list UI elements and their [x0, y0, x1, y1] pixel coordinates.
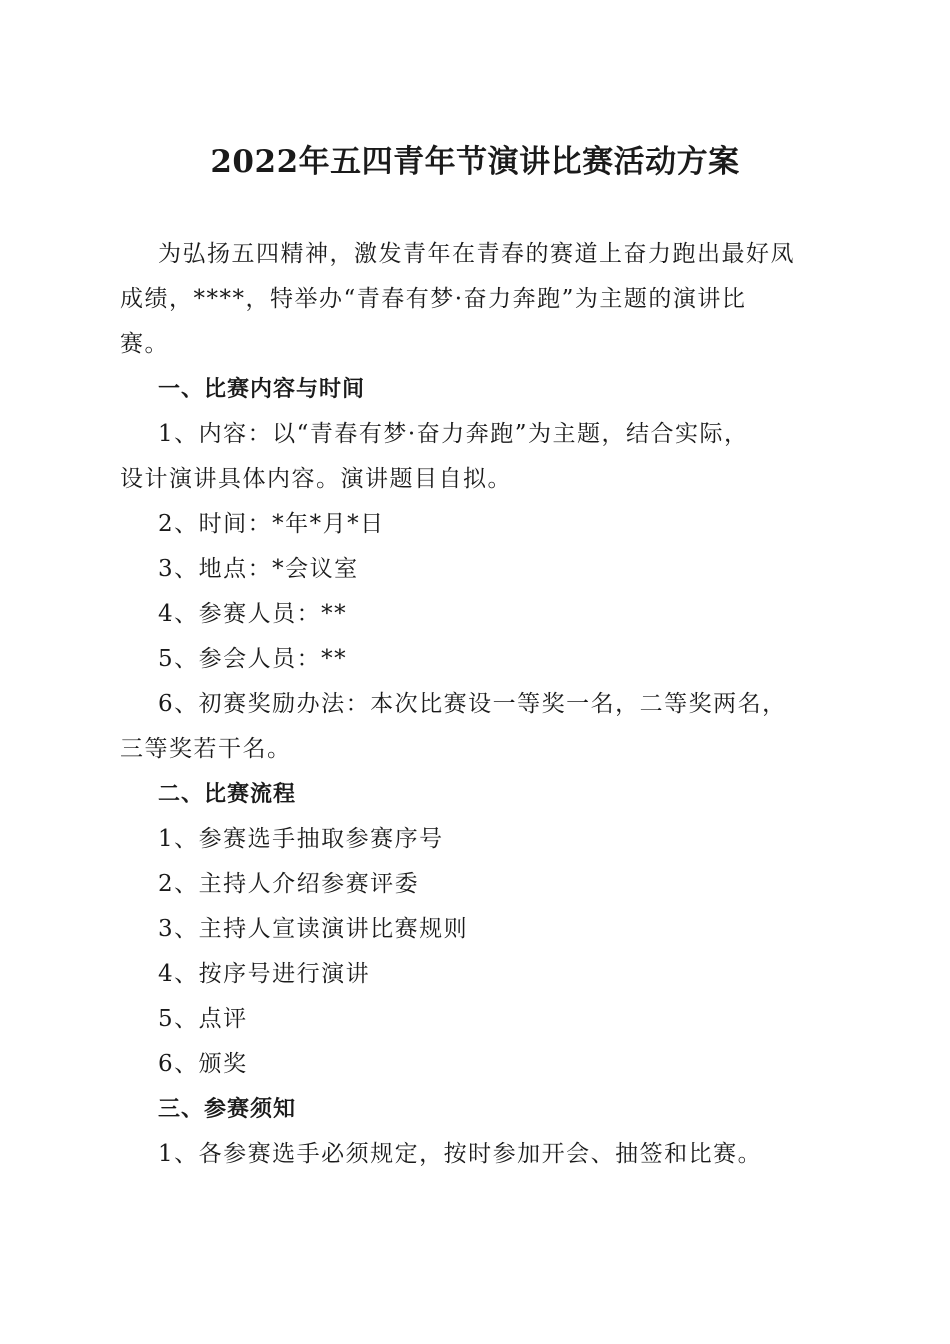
item-line: 三等奖若干名。	[120, 736, 292, 762]
document-title: 2022年五四青年节演讲比赛活动方案	[210, 144, 740, 180]
item-line: 设计演讲具体内容。演讲题目自拟。	[120, 466, 512, 492]
section1-item-6	[120, 682, 830, 772]
section-heading-2: 二、比赛流程	[158, 782, 297, 807]
section2-item-5: 5、点评	[158, 1006, 248, 1032]
section-heading-3: 三、参赛须知	[158, 1097, 297, 1122]
item-line: 1、内容：以“青春有梦·奋力奔跑”为主题，结合实际，	[158, 421, 749, 447]
section3-item-1: 1、各参赛选手必须规定，按时参加开会、抽签和比赛。	[158, 1141, 763, 1167]
section2-item-1: 1、参赛选手抽取参赛序号	[158, 826, 444, 852]
section2-item-6: 6、颁奖	[158, 1051, 248, 1077]
item-line: 6、初赛奖励办法：本次比赛设一等奖一名，二等奖两名，	[158, 691, 787, 717]
intro-paragraph	[120, 232, 830, 367]
section2-item-4: 4、按序号进行演讲	[158, 961, 371, 987]
section1-item-3: 3、地点：*会议室	[158, 556, 359, 582]
intro-line: 赛。	[120, 331, 169, 357]
intro-line: 为弘扬五四精神，激发青年在青春的赛道上奋力跑出最好凤	[158, 241, 795, 267]
section1-item-1	[120, 412, 830, 502]
section-heading-1: 一、比赛内容与时间	[158, 377, 366, 402]
section2-item-3: 3、主持人宣读演讲比赛规则	[158, 916, 469, 942]
section2-item-2: 2、主持人介绍参赛评委	[158, 871, 420, 897]
section1-item-2: 2、时间：*年*月*日	[158, 511, 385, 537]
document-body	[120, 232, 830, 1177]
section1-item-5: 5、参会人员：**	[158, 646, 348, 672]
intro-line: 成绩，****，特举办“青春有梦·奋力奔跑”为主题的演讲比	[120, 286, 747, 312]
section1-item-4: 4、参赛人员：**	[158, 601, 348, 627]
